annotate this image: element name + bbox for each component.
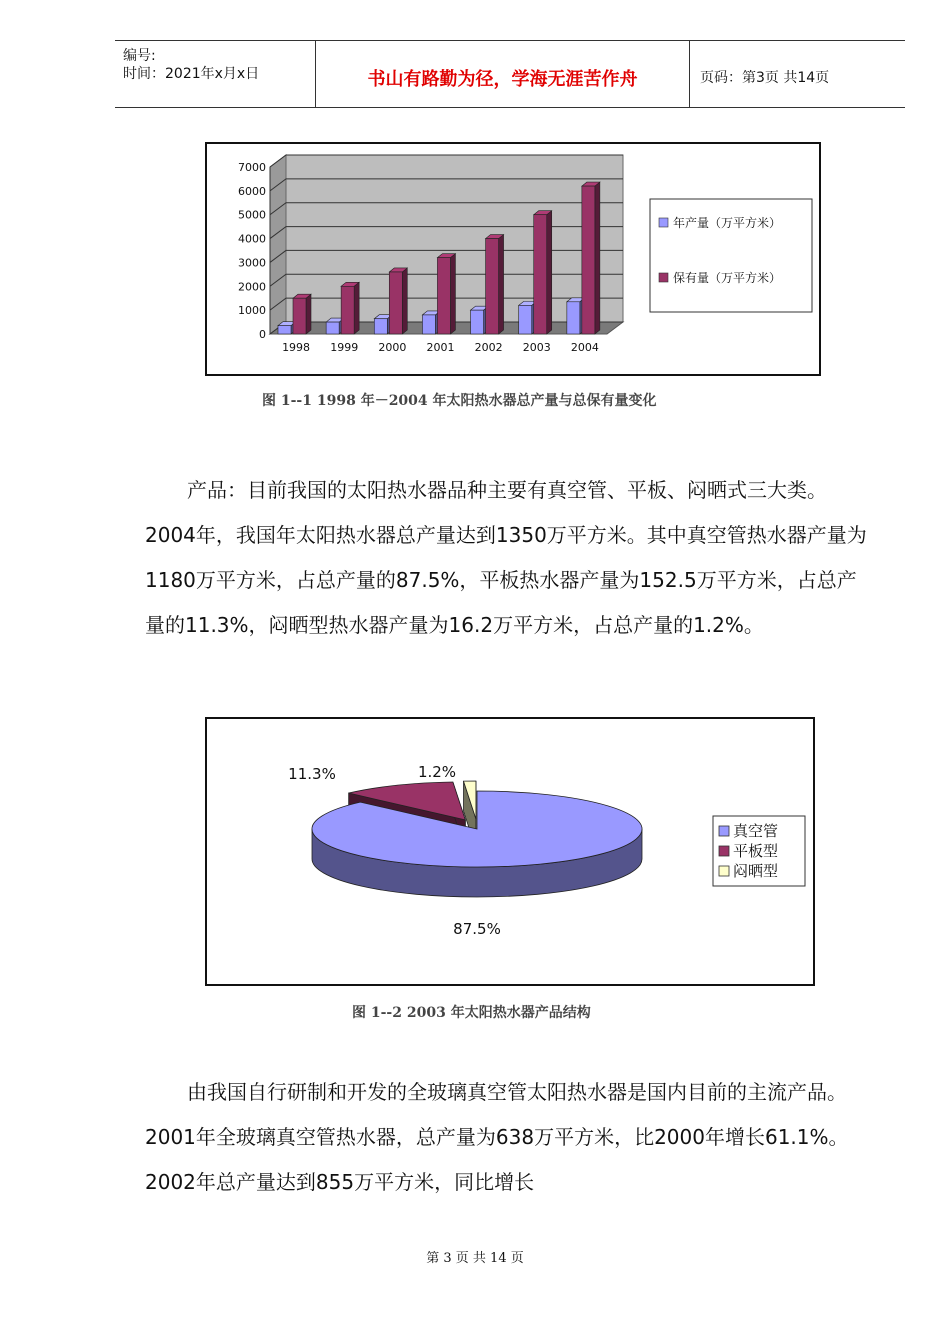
y-tick-label: 3000 bbox=[238, 256, 266, 270]
x-tick-label: 2003 bbox=[522, 341, 551, 354]
y-tick-label: 6000 bbox=[238, 184, 266, 198]
chart-legend bbox=[650, 199, 812, 312]
legend-swatch bbox=[719, 826, 729, 836]
legend-swatch bbox=[719, 866, 729, 876]
x-tick-label: 2002 bbox=[474, 341, 503, 354]
page-header bbox=[115, 40, 905, 108]
legend-label: 保有量（万平方米） bbox=[673, 271, 782, 285]
bar-side bbox=[306, 294, 311, 334]
pie-value-label: 87.5% bbox=[453, 920, 501, 938]
figure1-caption: 图 1--1 1998 年－2004 年太阳热水器总产量与总保有量变化 bbox=[262, 393, 657, 409]
bar-side bbox=[402, 268, 407, 334]
bar-front bbox=[567, 302, 580, 334]
bar-side bbox=[499, 235, 504, 334]
pie-value-label: 1.2% bbox=[417, 763, 457, 781]
bar-chart bbox=[207, 144, 819, 374]
page-footer: 第 3 页 共 14 页 bbox=[426, 1251, 524, 1266]
x-tick-label: 2000 bbox=[378, 341, 407, 354]
y-tick-label: 7000 bbox=[238, 161, 266, 174]
bar-front bbox=[486, 239, 499, 334]
bar-side bbox=[354, 282, 359, 334]
bar-front bbox=[341, 286, 354, 334]
bar-side bbox=[450, 254, 455, 334]
bar bbox=[582, 182, 600, 334]
bar-front bbox=[582, 186, 595, 334]
legend-swatch bbox=[659, 218, 668, 227]
bar-side bbox=[547, 211, 552, 334]
bar-front bbox=[422, 315, 435, 334]
bar bbox=[534, 211, 552, 334]
pie-chart bbox=[207, 719, 813, 984]
bar bbox=[437, 254, 455, 334]
paragraph-products-text: 产品：目前我国的太阳热水器品种主要有真空管、平板、闷晒式三大类。2004年，我国年太阳热水器总产量达到1350万平方米。其中真空管热水器产量为1180万平方米，占总产量的87.5%，平板热水器产量为152.5万平方米，占总产量的11.3%，闷晒型热水器产量为16.2万平方米，占总产量的1.2%。 bbox=[145, 478, 867, 637]
y-tick-label: 5000 bbox=[238, 208, 266, 222]
number-label: 编号: bbox=[123, 48, 156, 64]
header-page-cell bbox=[690, 41, 905, 107]
figure1-frame bbox=[205, 142, 821, 376]
bar-front bbox=[278, 326, 291, 334]
bar-front bbox=[471, 310, 484, 334]
time-label: 时间：2021年x月x日 bbox=[123, 66, 260, 82]
pie-value-label: 11.3% bbox=[288, 765, 336, 783]
pie-slice bbox=[312, 791, 642, 867]
figure2-caption: 图 1--2 2003 年太阳热水器产品结构 bbox=[352, 1005, 591, 1021]
bar-side bbox=[595, 182, 600, 334]
paragraph-vacuum-tube-text: 由我国自行研制和开发的全玻璃真空管太阳热水器是国内目前的主流产品。2001年全玻璃真空管热水器，总产量为638万平方米，比2000年增长61.1%。2002年总产量达到855万平方米，同比增长 bbox=[145, 1080, 849, 1194]
paragraph-vacuum-tube bbox=[145, 1070, 870, 1205]
bar-front bbox=[374, 319, 387, 334]
bar-front bbox=[326, 322, 339, 334]
bar-front bbox=[519, 305, 532, 334]
y-tick-label: 0 bbox=[259, 328, 266, 341]
page-number-label: 页码：第3页 共14页 bbox=[700, 70, 830, 86]
legend-label: 闷晒型 bbox=[733, 862, 779, 880]
chart-legend bbox=[713, 816, 805, 886]
legend-swatch bbox=[659, 273, 668, 282]
header-motto-cell bbox=[316, 41, 690, 107]
legend-label: 真空管 bbox=[733, 822, 779, 840]
motto: 书山有路勤为径，学海无涯苦作舟 bbox=[367, 69, 638, 90]
x-tick-label: 2004 bbox=[570, 341, 599, 354]
x-tick-label: 1998 bbox=[282, 341, 311, 354]
bar-front bbox=[293, 298, 306, 334]
y-tick-label: 2000 bbox=[238, 280, 266, 294]
y-tick-label: 1000 bbox=[238, 304, 266, 318]
legend-swatch bbox=[719, 846, 729, 856]
plot-side-wall bbox=[270, 155, 286, 334]
x-tick-label: 1999 bbox=[330, 341, 359, 354]
bar-front bbox=[389, 272, 402, 334]
header-meta-cell bbox=[115, 41, 316, 107]
figure2-frame bbox=[205, 717, 815, 986]
legend-label: 年产量（万平方米） bbox=[673, 216, 782, 230]
legend-label: 平板型 bbox=[733, 842, 779, 860]
bar-front bbox=[534, 215, 547, 334]
bar bbox=[293, 294, 311, 334]
paragraph-products bbox=[145, 468, 870, 648]
bar-front bbox=[437, 258, 450, 334]
bar bbox=[389, 268, 407, 334]
y-tick-label: 4000 bbox=[238, 232, 266, 246]
bar bbox=[341, 282, 359, 334]
x-tick-label: 2001 bbox=[426, 341, 455, 354]
bar bbox=[486, 235, 504, 334]
